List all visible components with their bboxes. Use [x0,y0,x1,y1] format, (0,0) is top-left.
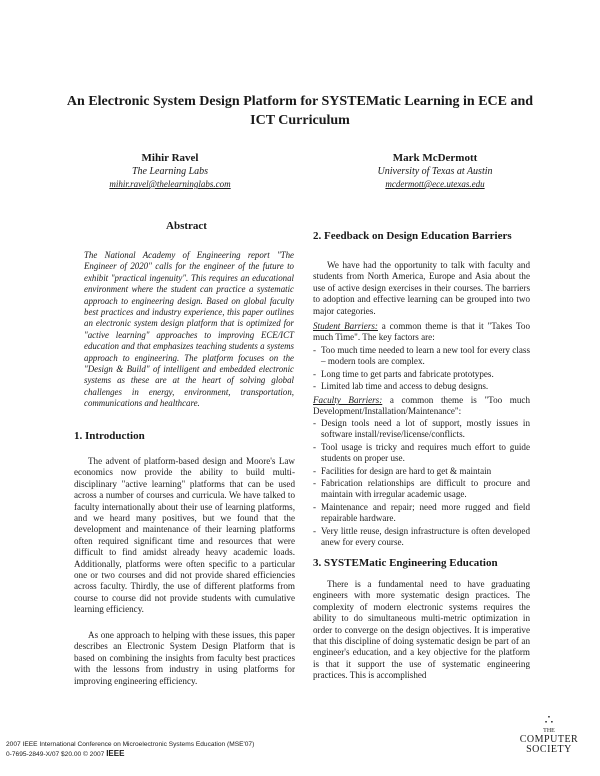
feedback-paragraph-1: We have had the opportunity to talk with faculty and students from North America, Europe and Asia about the use of active design exercises in their courses. The barriers to adoption and effective learning can be grouped into two major categories. [313,260,530,316]
faculty-barriers-paragraph [313,395,530,418]
logo-text-society: SOCIETY [526,744,572,755]
section-heading-introduction: 1. Introduction [74,430,145,442]
author-email[interactable]: mihir.ravel@thelearninglabs.com [109,179,231,189]
author-block-1 [80,152,260,191]
list-item: - Very little reuse, design infrastructure is often developed anew for every course. [313,526,530,549]
computer-society-logo [515,714,583,755]
list-item: - Maintenance and repair; need more rugged and field repairable hardware. [313,502,530,525]
logo-text-computer: COMPUTER [519,734,579,745]
footer-copyright: 0-7695-2849-X/07 $20.00 © 2007 [6,751,105,758]
intro-paragraph-1: The advent of platform-based design and Moore's Law economics now provide the ability to build multi-disciplinary "active learning" platforms that can be used across a number of courses and curricula. We have talked to faculty internationally about their use of learning platforms, and we heard many positives, but we found that the development and maintenance of their learning platforms often required significant time and resources that were difficult to find amidst already heavy academic loads. Additionally, platforms were often specific to a particular one or two courses and did not provide shared efficiencies across faculty. Thirdly, the use of different platforms from course to course did not provide students with cumulative learning efficiency. [74,456,295,615]
page-footer [6,740,254,759]
section-heading-feedback: 2. Feedback on Design Education Barriers [313,230,512,242]
computer-society-emblem-icon: ∴ [544,713,554,728]
student-barriers-label: Student Barriers: [313,321,378,331]
list-item: - Fabrication relationships are difficult to procure and maintain with irregular academic usage. [313,478,530,501]
abstract-text: The National Academy of Engineering report "The Engineer of 2020" calls for the engineer of the future to exhibit "practical ingenuity". This requires an educational environment where the student can practice a systematic approach to engineering design. Based on global faculty best practices and industry experience, this paper outlines an electronic system design platform that is optimized for "active learning" approaches to improving ECE/ICT education and that emphasizes teaching students a systems approach to engineering. The platform focuses on the "Design & Build" of intelligent and embedded electronic systems as these are at the heart of solving global challenges in energy, environment, transportation, communications and healthcare. [84,250,294,409]
ieee-logo-text: IEEE [106,749,125,758]
list-item: - Limited lab time and access to debug designs. [313,381,530,392]
author-name: Mark McDermott [392,152,478,164]
paper-title: An Electronic System Design Platform for SYSTEMatic Learning in ECE and ICT Curriculum [66,94,534,128]
faculty-barriers-list [313,418,530,549]
systematic-paragraph-1: There is a fundamental need to have graduating engineers with more systematic design practices. The complexity of modern electronic systems requires the ability to do simultaneous multi-metric optimization in order to converge on the design objectives. It is imperative that this discipline of doing systematic design be part of an engineer's education, and a key objective for the platform is that it support the use of systematic engineering practices. This is accomplished [313,579,530,681]
list-item: - Too much time needed to learn a new tool for every class – modern tools are complex. [313,345,530,368]
faculty-barriers-label: Faculty Barriers: [313,395,383,405]
intro-paragraph-2: As one approach to helping with these issues, this paper describes an Electronic System Design Platform that is based on combining the insights from faculty best practices with the lessons from industry in using platforms for improving engineering efficiency. [74,630,295,686]
author-name: Mihir Ravel [141,152,199,164]
footer-conference: 2007 IEEE International Conference on Microelectronic Systems Education (MSE'07) [6,741,255,748]
student-barriers-list [313,345,530,394]
section-heading-systematic: 3. SYSTEMatic Engineering Education [313,557,498,569]
list-item: - Facilities for design are hard to get & maintain [313,466,530,477]
logo-text-the: THE [543,728,555,734]
author-affiliation: University of Texas at Austin [377,166,493,177]
student-barriers-paragraph [313,321,530,344]
author-block-2 [345,152,525,191]
author-affiliation: The Learning Labs [131,166,209,177]
student-barriers-text: a common theme is that it "Takes Too much Time". The key factors are: [313,321,530,343]
list-item: - Long time to get parts and fabricate prototypes. [313,369,530,380]
faculty-barriers-text: a common theme is "Too much Development/Installation/Maintenance": [313,395,530,417]
author-email[interactable]: mcdermott@ece.utexas.edu [385,179,485,189]
abstract-heading: Abstract [166,220,207,232]
list-item: - Design tools need a lot of support, mostly issues in software install/revise/license/conflicts. [313,418,530,441]
list-item: - Tool usage is tricky and requires much effort to guide students on proper use. [313,442,530,465]
